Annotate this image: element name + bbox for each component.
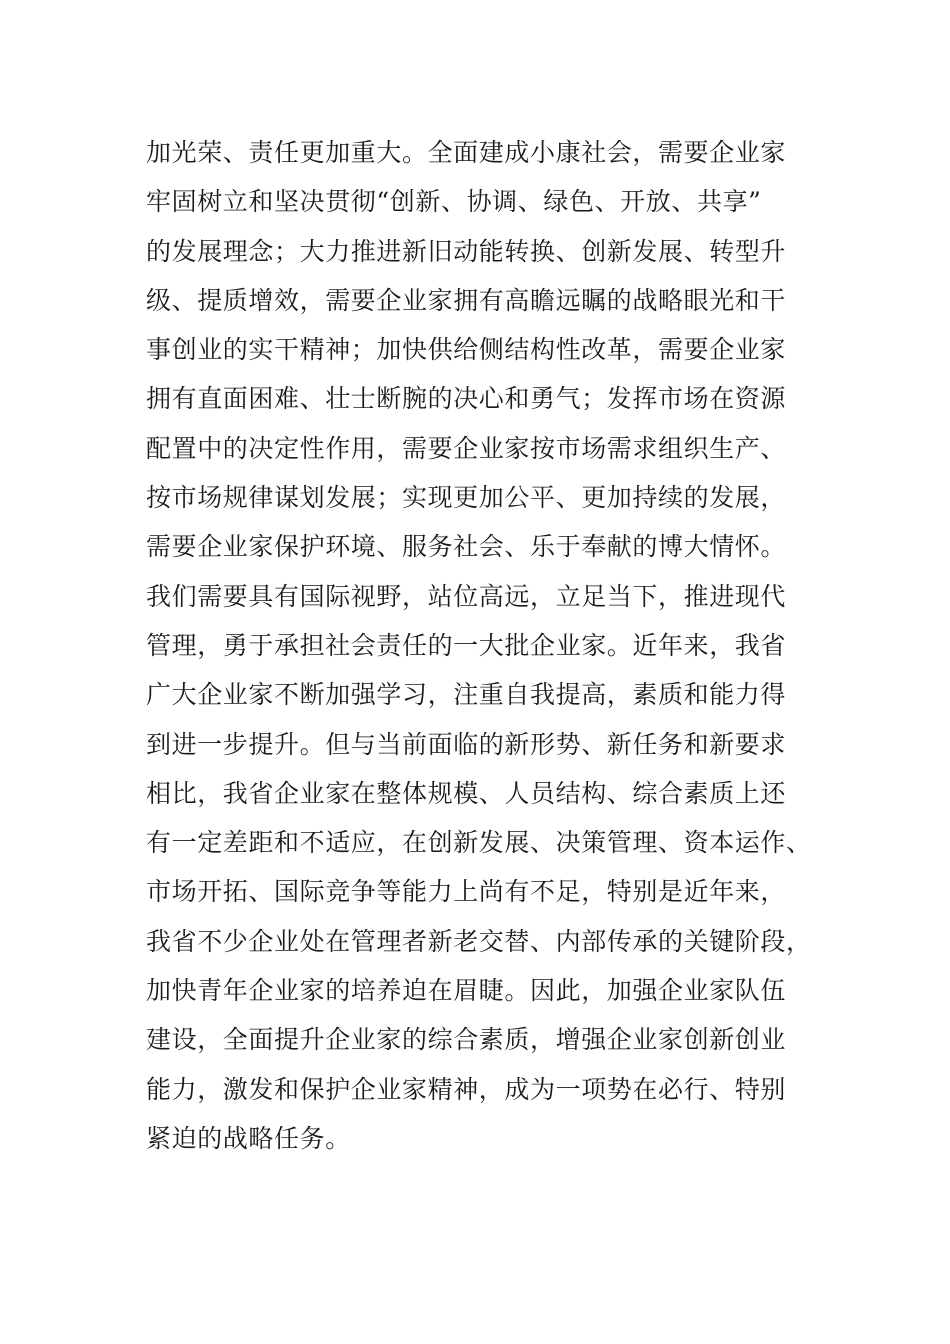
text-line: 紧迫的战略任务。 <box>146 1123 351 1153</box>
text-line: 需要企业家保护环境、服务社会、乐于奉献的博大情怀。 <box>146 532 787 562</box>
body-text <box>146 128 812 1163</box>
text-line: 广大企业家不断加强学习，注重自我提高，素质和能力得 <box>146 680 787 710</box>
text-line: 建设，全面提升企业家的综合素质，增强企业家创新创业 <box>146 1025 787 1055</box>
text-line: 拥有直面困难、壮士断腕的决心和勇气；发挥市场在资源 <box>146 384 787 414</box>
text-line: 按市场规律谋划发展；实现更加公平、更加持续的发展， <box>146 483 787 513</box>
text-line: 牢固树立和坚决贯彻“创新、协调、绿色、开放、共享” <box>146 187 762 217</box>
text-line: 相比，我省企业家在整体规模、人员结构、综合素质上还 <box>146 778 787 808</box>
text-line: 管理，勇于承担社会责任的一大批企业家。近年来，我省 <box>146 630 787 660</box>
text-line: 我省不少企业处在管理者新老交替、内部传承的关键阶段， <box>146 926 812 956</box>
text-line: 市场开拓、国际竞争等能力上尚有不足，特别是近年来， <box>146 877 787 907</box>
text-line: 加光荣、责任更加重大。全面建成小康社会，需要企业家 <box>146 138 787 167</box>
text-line: 事创业的实干精神；加快供给侧结构性改革，需要企业家 <box>146 335 787 365</box>
text-line: 到进一步提升。但与当前面临的新形势、新任务和新要求 <box>146 729 787 759</box>
text-line: 加快青年企业家的培养迫在眉睫。因此，加强企业家队伍 <box>146 976 787 1006</box>
text-line: 有一定差距和不适应，在创新发展、决策管理、资本运作、 <box>146 828 812 858</box>
text-line: 能力，激发和保护企业家精神，成为一项势在必行、特别 <box>146 1074 787 1104</box>
text-line: 配置中的决定性作用，需要企业家按市场需求组织生产、 <box>146 433 787 463</box>
text-line: 我们需要具有国际视野，站位高远，立足当下，推进现代 <box>146 581 787 611</box>
text-line: 级、提质增效，需要企业家拥有高瞻远瞩的战略眼光和干 <box>146 285 787 315</box>
text-line: 的发展理念；大力推进新旧动能转换、创新发展、转型升 <box>146 236 787 266</box>
